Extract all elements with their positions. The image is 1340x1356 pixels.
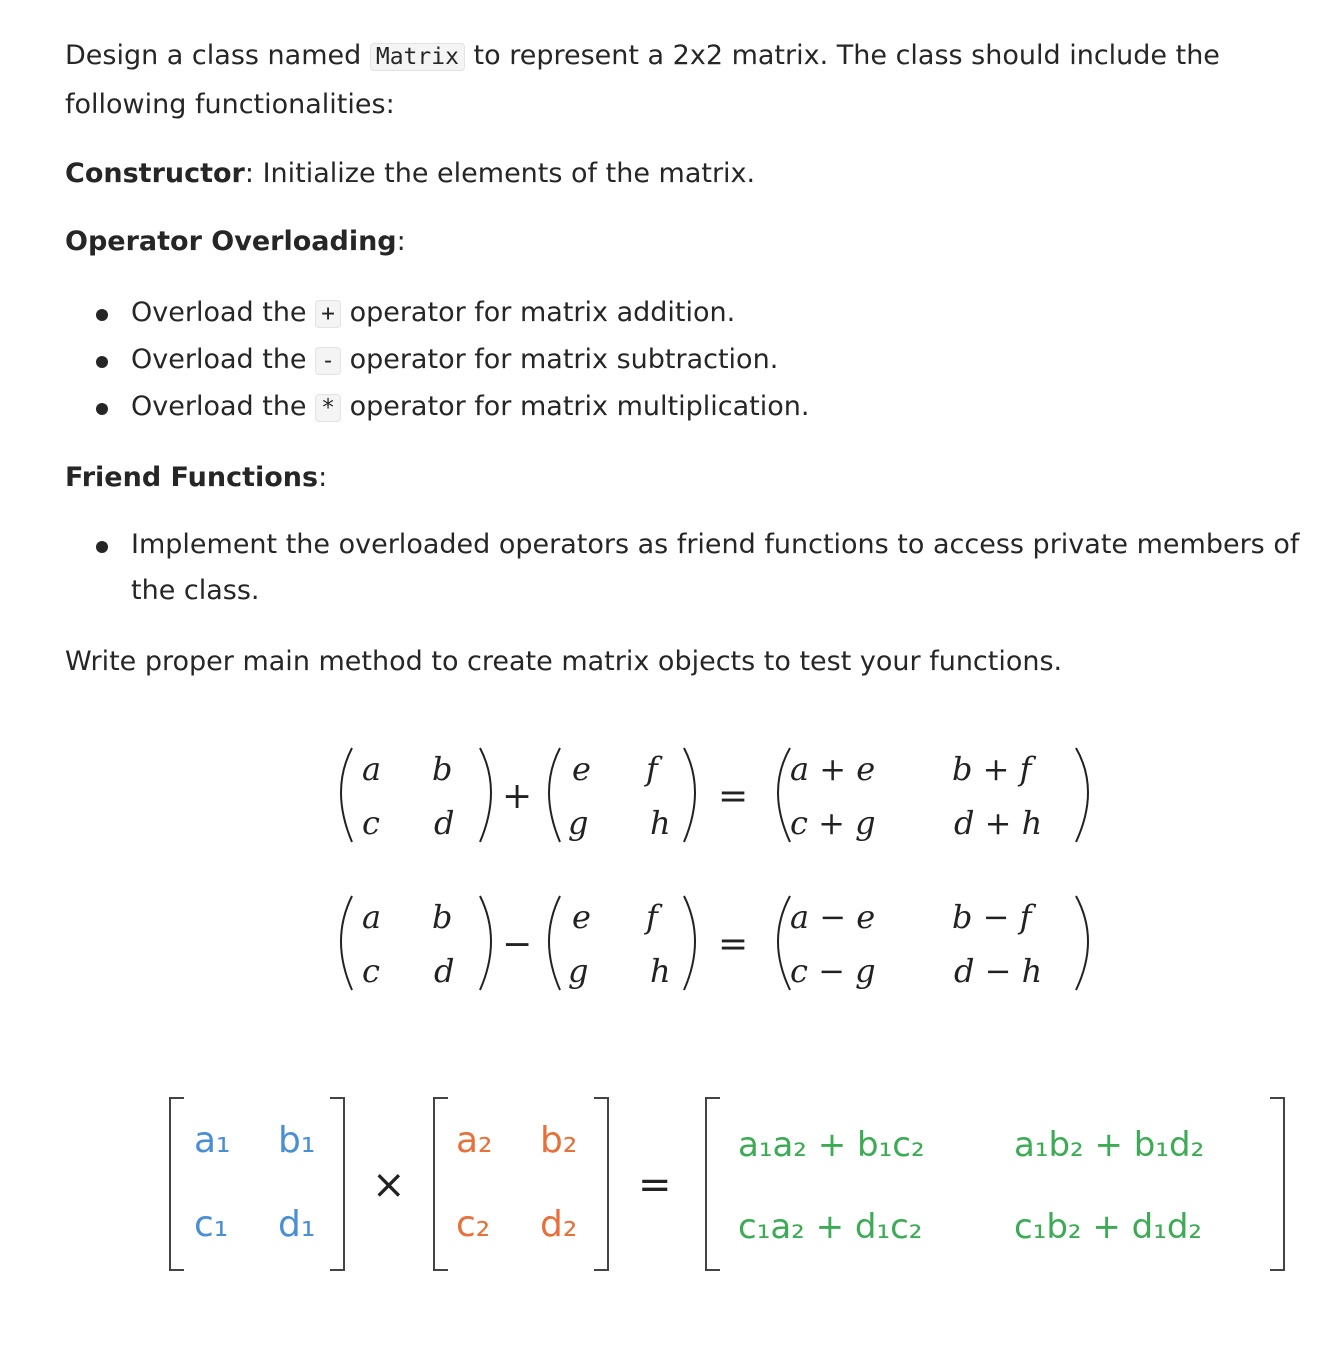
operator-overloading-label: Operator Overloading (65, 226, 397, 257)
paren-left (549, 896, 560, 990)
equals-symbol: = (718, 776, 749, 817)
matrix-entry: a₁ (194, 1120, 231, 1161)
matrix-entry: b − f (952, 898, 1032, 936)
operator-symbol: + (502, 776, 533, 817)
times-symbol: × (372, 1162, 406, 1208)
matrix-entry: d (434, 952, 455, 990)
bracket-left (170, 1098, 184, 1270)
paren-left (341, 748, 352, 842)
paren-right (684, 748, 695, 842)
paren-left (341, 896, 352, 990)
matrix-entry: a (362, 750, 382, 788)
matrix-entry: c (362, 952, 380, 990)
matrix-entry: h (650, 804, 671, 842)
matrix-entry: c + g (790, 804, 876, 842)
matrix-entry: b (432, 750, 453, 788)
operator-code: * (315, 394, 341, 422)
matrix-entry: c − g (790, 952, 876, 990)
multiplication-equation (170, 1098, 1284, 1270)
paren-right (684, 896, 695, 990)
friend-functions-colon: : (318, 462, 328, 493)
paren-left (549, 748, 560, 842)
class-name-code: Matrix (370, 43, 465, 71)
matrix-entry: c₂ (456, 1204, 491, 1245)
matrix-entry: c₁b₂ + d₁d₂ (1014, 1207, 1203, 1247)
matrix-entry: d − h (954, 952, 1043, 990)
paren-left (778, 896, 790, 990)
paren-right (480, 896, 491, 990)
bracket-left (706, 1098, 720, 1270)
paren-right (480, 748, 491, 842)
matrix-entry: b₂ (540, 1120, 578, 1161)
matrix-entry: f (646, 750, 658, 788)
constructor-label: Constructor (65, 158, 245, 189)
paren-right (1076, 748, 1088, 842)
item-pre: Overload the (131, 297, 316, 328)
equals-symbol: = (718, 924, 749, 965)
matrix-entry: g (568, 952, 589, 990)
matrix-entry: a₂ (456, 1120, 493, 1161)
matrix-entry: h (650, 952, 671, 990)
matrix-entry: d (434, 804, 455, 842)
operator-overloading-colon: : (396, 226, 406, 257)
bracket-right (594, 1098, 608, 1270)
item-pre: Overload the (131, 391, 316, 422)
matrix-entry: c (362, 804, 380, 842)
matrix-entry: b + f (952, 750, 1032, 788)
matrix-entry: f (646, 898, 658, 936)
list-item: Implement the overloaded operators as friend functions to access private members of the class. (65, 522, 1335, 614)
friend-functions-label: Friend Functions (65, 462, 319, 493)
matrix-entry: d₂ (540, 1204, 578, 1245)
matrix-entry: a (362, 898, 382, 936)
intro-pre: Design a class named (65, 40, 370, 71)
intro-post: to represent a 2x2 matrix. The class should include the following functionalities: (65, 40, 1220, 120)
operator-symbol: − (502, 924, 533, 965)
matrix-entry: b₁ (278, 1120, 316, 1161)
addition-equation (341, 748, 1088, 842)
bracket-left (434, 1098, 448, 1270)
matrix-entry: b (432, 898, 453, 936)
matrix-entry: e (572, 750, 591, 788)
equals-symbol: = (638, 1162, 672, 1208)
bracket-right (330, 1098, 344, 1270)
item-pre: Overload the (131, 344, 316, 375)
matrix-entry: d + h (954, 804, 1043, 842)
matrix-entry: c₁ (194, 1204, 229, 1245)
matrix-entry: a − e (790, 898, 876, 936)
subtraction-equation (341, 896, 1088, 990)
operator-code: - (315, 347, 341, 375)
matrix-entry: a + e (790, 750, 876, 788)
item-post: operator for matrix addition. (340, 297, 736, 328)
matrix-entry: a₁a₂ + b₁c₂ (738, 1125, 925, 1165)
paren-right (1076, 896, 1088, 990)
matrix-entry: a₁b₂ + b₁d₂ (1014, 1125, 1205, 1165)
operator-code: + (315, 300, 341, 328)
item-post: operator for matrix multiplication. (340, 391, 810, 422)
item-post: operator for matrix subtraction. (340, 344, 779, 375)
matrix-entry: g (568, 804, 589, 842)
main-method-note: Write proper main method to create matrix objects to test your functions. (65, 646, 1063, 677)
bracket-right (1270, 1098, 1284, 1270)
paren-left (778, 748, 790, 842)
matrix-entry: c₁a₂ + d₁c₂ (738, 1207, 923, 1247)
constructor-text: : Initialize the elements of the matrix. (244, 158, 756, 189)
matrix-entry: e (572, 898, 591, 936)
matrix-entry: d₁ (278, 1204, 316, 1245)
